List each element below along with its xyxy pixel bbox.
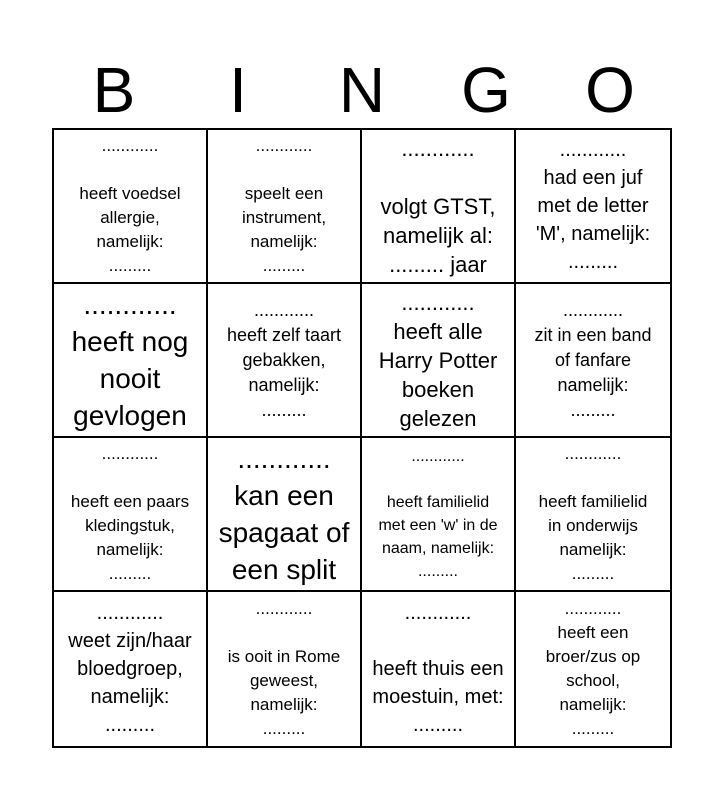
- bingo-cell[interactable]: [362, 284, 516, 438]
- bingo-cell[interactable]: [516, 130, 670, 284]
- bingo-cell[interactable]: [208, 592, 362, 746]
- header-letter-n: N: [338, 54, 386, 126]
- cell-text: ............ is ooit in Rome geweest, namelijk: .........: [227, 599, 341, 738]
- cell-text: ............ heeft zelf taart gebakken, namelijk: .........: [226, 299, 342, 420]
- bingo-cell[interactable]: [208, 130, 362, 284]
- bingo-cell[interactable]: [54, 438, 208, 592]
- header-letter-g: G: [461, 54, 511, 126]
- cell-text: ............ kan een spagaat of een split: [218, 443, 350, 585]
- cell-text: ............ weet zijn/haar bloedgroep, namelijk: .........: [68, 602, 192, 736]
- cell-text: ............ heeft een paars kledingstuk, namelijk: .........: [70, 444, 190, 583]
- bingo-cell[interactable]: [516, 438, 670, 592]
- bingo-cell[interactable]: [54, 284, 208, 438]
- bingo-cell[interactable]: [362, 438, 516, 592]
- bingo-cell[interactable]: [54, 130, 208, 284]
- bingo-cell[interactable]: [516, 284, 670, 438]
- cell-text: ............ heeft een broer/zus op school, namelijk: .........: [545, 599, 641, 738]
- cell-text: ............ heeft thuis een moestuin, met: .........: [372, 602, 504, 736]
- cell-text: ............ volgt GTST, namelijk al: ......... jaar: [380, 135, 496, 277]
- bingo-card-grid: [52, 128, 672, 748]
- cell-text: ............ heeft familielid met een 'w' in de naam, namelijk: .........: [378, 448, 498, 580]
- bingo-cell[interactable]: [362, 592, 516, 746]
- bingo-cell[interactable]: [362, 130, 516, 284]
- bingo-cell[interactable]: [208, 438, 362, 592]
- bingo-cell[interactable]: [54, 592, 208, 746]
- cell-text: ............ heeft familielid in onderwijs namelijk: .........: [538, 444, 648, 583]
- cell-text: ............ had een juf met de letter 'M', namelijk: .........: [535, 139, 651, 273]
- header-letter-i: I: [229, 54, 247, 126]
- bingo-cell[interactable]: [208, 284, 362, 438]
- bingo-cell[interactable]: [516, 592, 670, 746]
- cell-text: ............ speelt een instrument, namelijk: .........: [241, 136, 327, 275]
- cell-text: ............ heeft alle Harry Potter boeken gelezen: [378, 289, 498, 431]
- cell-text: ............ zit in een band of fanfare namelijk: .........: [534, 299, 652, 420]
- cell-text: ............ heeft voedsel allergie, namelijk: .........: [79, 136, 181, 275]
- bingo-header: [52, 50, 672, 126]
- header-letter-o: O: [585, 54, 635, 126]
- cell-text: ............ heeft nog nooit gevlogen: [71, 289, 189, 431]
- header-letter-b: B: [92, 54, 136, 126]
